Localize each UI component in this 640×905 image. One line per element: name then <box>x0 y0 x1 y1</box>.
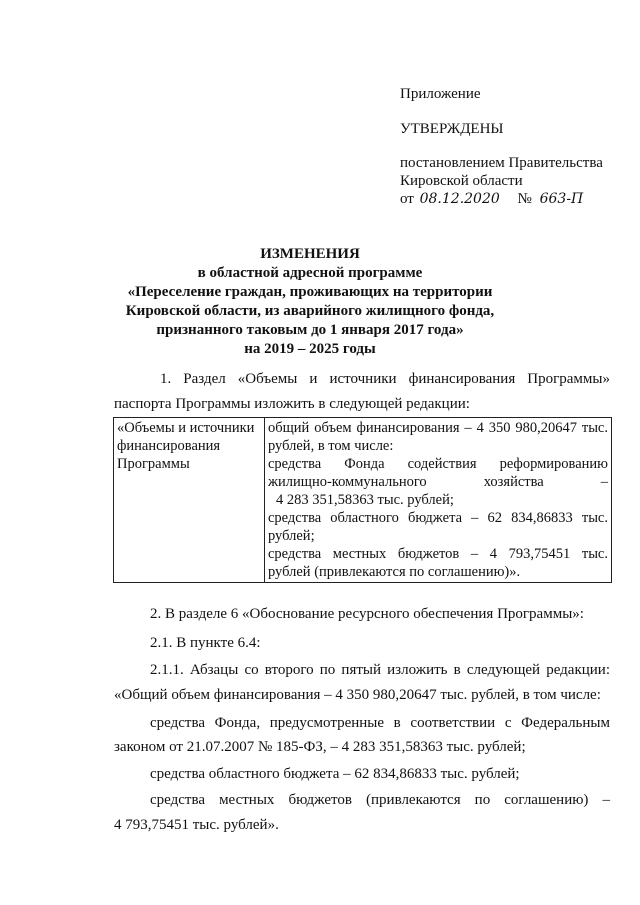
approved-label: УТВЕРЖДЕНЫ <box>400 121 504 137</box>
fund-paragraph-line-2: законом от 21.07.2007 № 185-ФЗ, – 4 283 351,58363 тыс. рублей; <box>114 739 526 755</box>
table-label-line: «Объемы и источники <box>117 420 255 436</box>
table-label-line: финансирования <box>117 438 221 454</box>
title-line-6: на 2019 – 2025 годы <box>244 341 376 357</box>
section1-line-2: паспорта Программы изложить в следующей редакции: <box>114 396 470 412</box>
table-value-cell <box>265 418 612 583</box>
paragraph-2-1-1-line-2: «Общий объем финансирования – 4 350 980,20647 тыс. рублей, в том числе: <box>114 687 601 703</box>
local-budget-line-1: средства местных бюджетов (привлекаются по соглашению) – <box>150 792 610 808</box>
title-line-3: «Переселение граждан, проживающих на территории <box>127 284 493 300</box>
paragraph-2: 2. В разделе 6 «Обоснование ресурсного обеспечения Программы»: <box>150 606 584 622</box>
table-value-line: средства Фонда содействия реформированию <box>268 456 608 472</box>
handwritten-date: 08.12.2020 <box>419 191 500 207</box>
table-value-line: 4 283 351,58363 тыс. рублей; <box>276 492 454 508</box>
table-value-line: рублей (привлекаются по соглашению)». <box>268 564 521 580</box>
title-line-2: в областной адресной программе <box>197 265 423 281</box>
table-value-line: средства местных бюджетов – 4 793,75451 тыс. <box>268 546 608 562</box>
regional-budget-paragraph: средства областного бюджета – 62 834,86833 тыс. рублей; <box>150 766 520 782</box>
table-value-line: рублей, в том числе: <box>268 438 394 454</box>
decree-line-2: Кировской области <box>400 173 523 189</box>
financing-table <box>113 417 612 583</box>
title-line-5: признанного таковым до 1 января 2017 года» <box>156 322 464 338</box>
table-label-line: Программы <box>117 456 190 472</box>
table-row <box>114 418 612 583</box>
table-value-line: средства областного бюджета – 62 834,86833 тыс. <box>268 510 608 526</box>
table-value-line: рублей; <box>268 528 315 544</box>
table-value-line: общий объем финансирования – 4 350 980,20647 тыс. <box>268 420 608 436</box>
handwritten-number: 663-П <box>539 191 584 207</box>
appendix-label: Приложение <box>400 86 481 102</box>
date-prefix: от <box>400 191 414 207</box>
paragraph-2-1: 2.1. В пункте 6.4: <box>150 635 261 651</box>
decree-line-1: постановлением Правительства <box>400 155 603 171</box>
title-line-4: Кировской области, из аварийного жилищного фонда, <box>125 303 495 319</box>
paragraph-2-1-1-line-1: 2.1.1. Абзацы со второго по пятый изложить в следующей редакции: <box>150 662 610 678</box>
table-value-line: жилищно-коммунального хозяйства – <box>268 474 608 490</box>
number-prefix: № <box>517 191 532 207</box>
table-label-cell <box>114 418 265 583</box>
fund-paragraph-line-1: средства Фонда, предусмотренные в соответствии с Федеральным <box>150 715 610 731</box>
section1-line-1: 1. Раздел «Объемы и источники финансирования Программы» <box>160 371 610 387</box>
decree-date-line <box>400 191 583 208</box>
document-heading: ИЗМЕНЕНИЯ <box>260 246 360 262</box>
local-budget-line-2: 4 793,75451 тыс. рублей». <box>114 817 279 833</box>
